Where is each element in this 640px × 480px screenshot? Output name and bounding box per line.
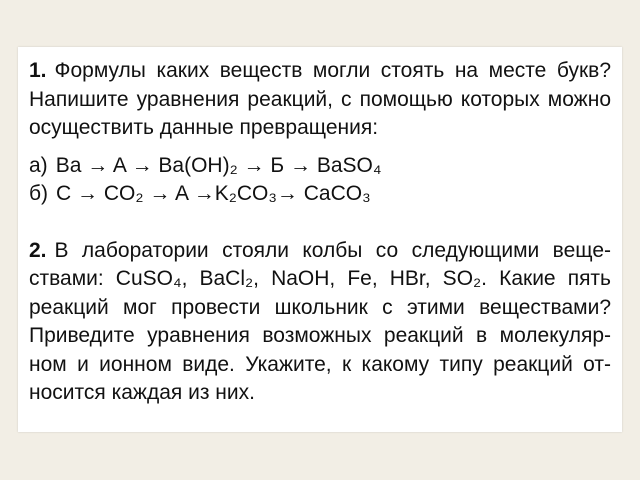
chain-a-formula: Ba → A → Ba(OH)₂ → Б → BaSO₄ [55,153,382,177]
task-2-number: 2. [29,238,47,262]
task-1-number: 1. [29,59,47,82]
task-1-text: Формулы каких веществ могли стоять на месте букв? Напишите уравнения реакций, с помощью которых можно осуществить данные превращения: [29,59,611,139]
chain-b-formula: C → CO₂ → A →K₂CO₃→ CaCO₃ [56,182,371,205]
task-1-paragraph [29,57,611,143]
document-page [18,47,622,432]
task-2-paragraph [29,237,611,408]
document-content [29,57,611,408]
task-1-chain-a [29,152,611,181]
task-2-text: В лаборатории стояли колбы со следующими веще- ствами: CuSO₄, BaCl₂, NaOH, Fe, HBr, SO₂. Какие пять реакций мог провести школьник с этими веществами? Приведите уравнения возможных реакций в молекуляр- ном и ионном виде. Укажите, к какому типу реакций от- носится каждая из них. [29,238,611,404]
chain-a-label: а) [29,153,48,177]
chain-b-label: б) [29,182,49,205]
task-1-chain-b [29,180,611,209]
